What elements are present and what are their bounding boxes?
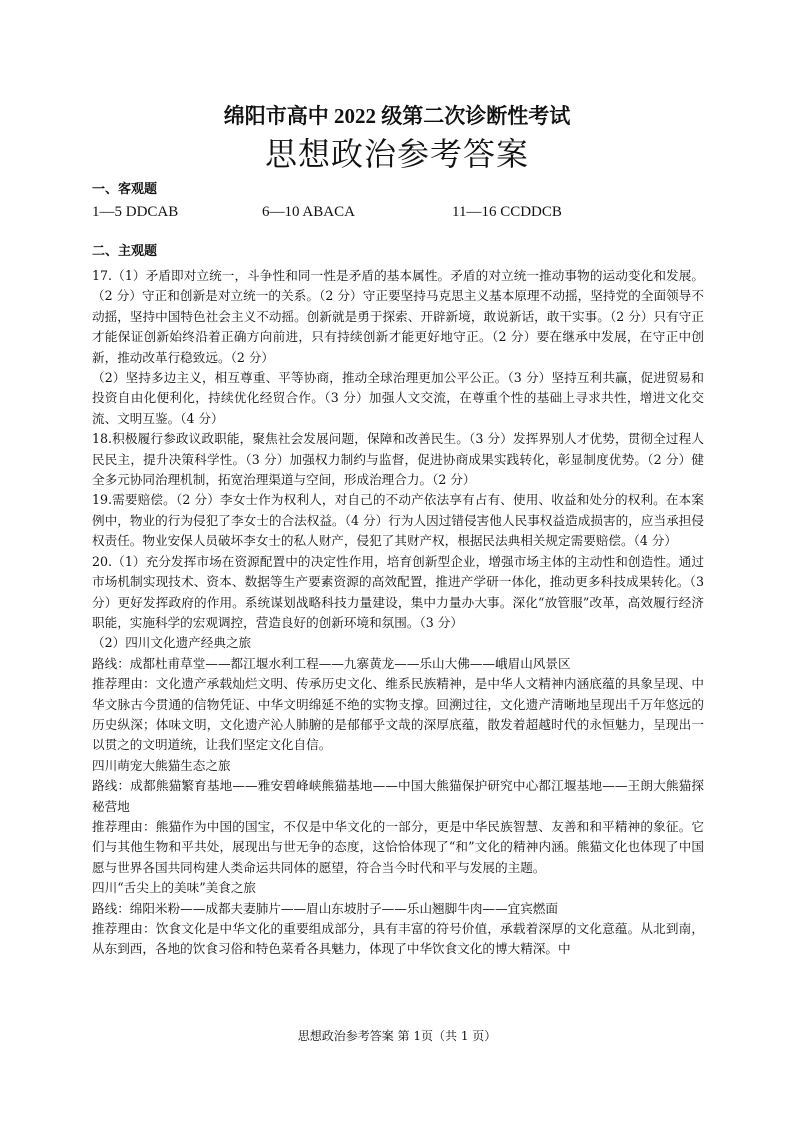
document-subtitle: 思想政治参考答案	[264, 135, 529, 173]
route-heritage: 路线：成都杜甫草堂——都江堰水利工程——九寨黄龙——乐山大佛——峨眉山风景区	[92, 655, 571, 671]
tour-panda-heading: 四川萌宠大熊猫生态之旅	[92, 757, 231, 773]
reason-panda: 推荐理由：熊猫作为中国的国宝，不仅是中华文化的一部分，更是中华民族智慧、友善和和平精神的象征。它们与其他生物和平共处，展现出与世无争的态度，这恰恰体现了“和”文化的精神内涵。熊猫文化也体现了中国愿与世界各国共同构建人类命运共同体的愿望，符合当今时代和平与发展的主题。	[92, 818, 704, 875]
route-food: 路线：绵阳米粉——成都夫妻肺片——眉山东坡肘子——乐山翘脚牛肉——宜宾燃面	[92, 900, 558, 916]
tour-food-heading: 四川“舌尖上的美味”美食之旅	[92, 880, 257, 896]
exam-title: 绵阳市高中 2022 级第二次诊断性考试	[223, 104, 571, 128]
answer-20-1: 20.（1）充分发挥市场在资源配置中的决定性作用，培育创新型企业，增强市场主体的主动性和创造性。通过市场机制实现技术、资本、数据等生产要素资源的高效配置，推进产学研一体化，推动更多科技成果转化。（3 分）更好发挥政府的作用。系统谋划战略科技力量建设，集中力量办大事。深化“放管服”改革，高效履行经济职能，实施科学的宏观调控，营造良好的创新环境和氛围。（3 分）	[92, 553, 704, 630]
reason-food: 推荐理由：饮食文化是中华文化的重要组成部分，具有丰富的符号价值，承载着深厚的文化意蕴。从北到南，从东到西，各地的饮食习俗和特色菜肴各具魅力，体现了中华饮食文化的博大精深。中	[92, 921, 704, 957]
answer-19: 19.需要赔偿。（2 分）李女士作为权利人，对自己的不动产依法享有占有、使用、收益和处分的权利。在本案例中，物业的行为侵犯了李女士的合法权益。（4 分）行为人因过错侵害他人民事权益造成损害的，应当承担侵权责任。物业安保人员破坏李女士的私人财产，侵犯了其财产权，根据民法典相关规定需要赔偿。（4 分）	[92, 492, 704, 549]
objective-answer-1: 1—5 DDCAB	[92, 204, 179, 220]
subjective-heading: 二、主观题	[92, 244, 158, 259]
objective-heading: 一、客观题	[92, 182, 158, 197]
objective-answer-3: 11—16 CCDDCB	[452, 204, 562, 220]
objective-answer-2: 6—10 ABACA	[262, 204, 355, 220]
page-footer: 思想政治参考答案 第 1页（共 1 页）	[297, 1029, 497, 1043]
answer-17-1: 17.（1）矛盾即对立统一，斗争性和同一性是矛盾的基本属性。矛盾的对立统一推动事物的运动变化和发展。（2 分）守正和创新是对立统一的关系。（2 分）守正要坚持马克思主义基本原理不动摇，坚持党的全面领导不动摇，坚持中国特色社会主义不动摇。创新就是勇于探索、开辟新境，敢说新话，敢干实事。（2 分）只有守正才能保证创新始终沿着正确方向前进，只有持续创新才能更好地守正。（2 分）要在继承中发展，在守正中创新，推动改革行稳致远。（2 分）	[92, 268, 704, 365]
answer-18: 18.积极履行参政议政职能，聚焦社会发展问题，保障和改善民生。（3 分）发挥界别人才优势，贯彻全过程人民民主，提升决策科学性。（3 分）加强权力制约与监督，促进协商成果实践转化，彰显制度优势。（2 分）健全多元协同治理机制，拓宽治理渠道与空间，形成治理合力。（2 分）	[92, 431, 704, 488]
answer-17-2: （2）坚持多边主义，相互尊重、平等协商，推动全球治理更加公平公正。（3 分）坚持互利共赢，促进贸易和投资自由化便利化，持续优化经贸合作。（3 分）加强人文交流，在尊重个性的基础上寻求共性，增进文化交流、文明互鉴。（4 分）	[92, 370, 704, 426]
reason-heritage: 推荐理由：文化遗产承载灿烂文明、传承历史文化、维系民族精神，是中华人文精神内涵底蕴的具象呈现、中华文脉古今贯通的信物凭证、中华文明绵延不绝的实物支撑。回溯过往，文化遗产清晰地呈现出千万年悠远的历史纵深；体味文明，文化遗产沁人肺腑的是郁郁乎文哉的深厚底蕴，散发着超越时代的永恒魅力，呈现出一以贯之的文明道统，让我们坚定文化自信。	[92, 676, 704, 753]
answer-20-2-heading: （2）四川文化遗产经典之旅	[92, 635, 252, 651]
route-panda: 路线：成都熊猫繁育基地——雅安碧峰峡熊猫基地——中国大熊猫保护研究中心都江堰基地——王朗大熊猫探秘营地	[92, 778, 704, 814]
subjective-answers	[92, 266, 704, 960]
